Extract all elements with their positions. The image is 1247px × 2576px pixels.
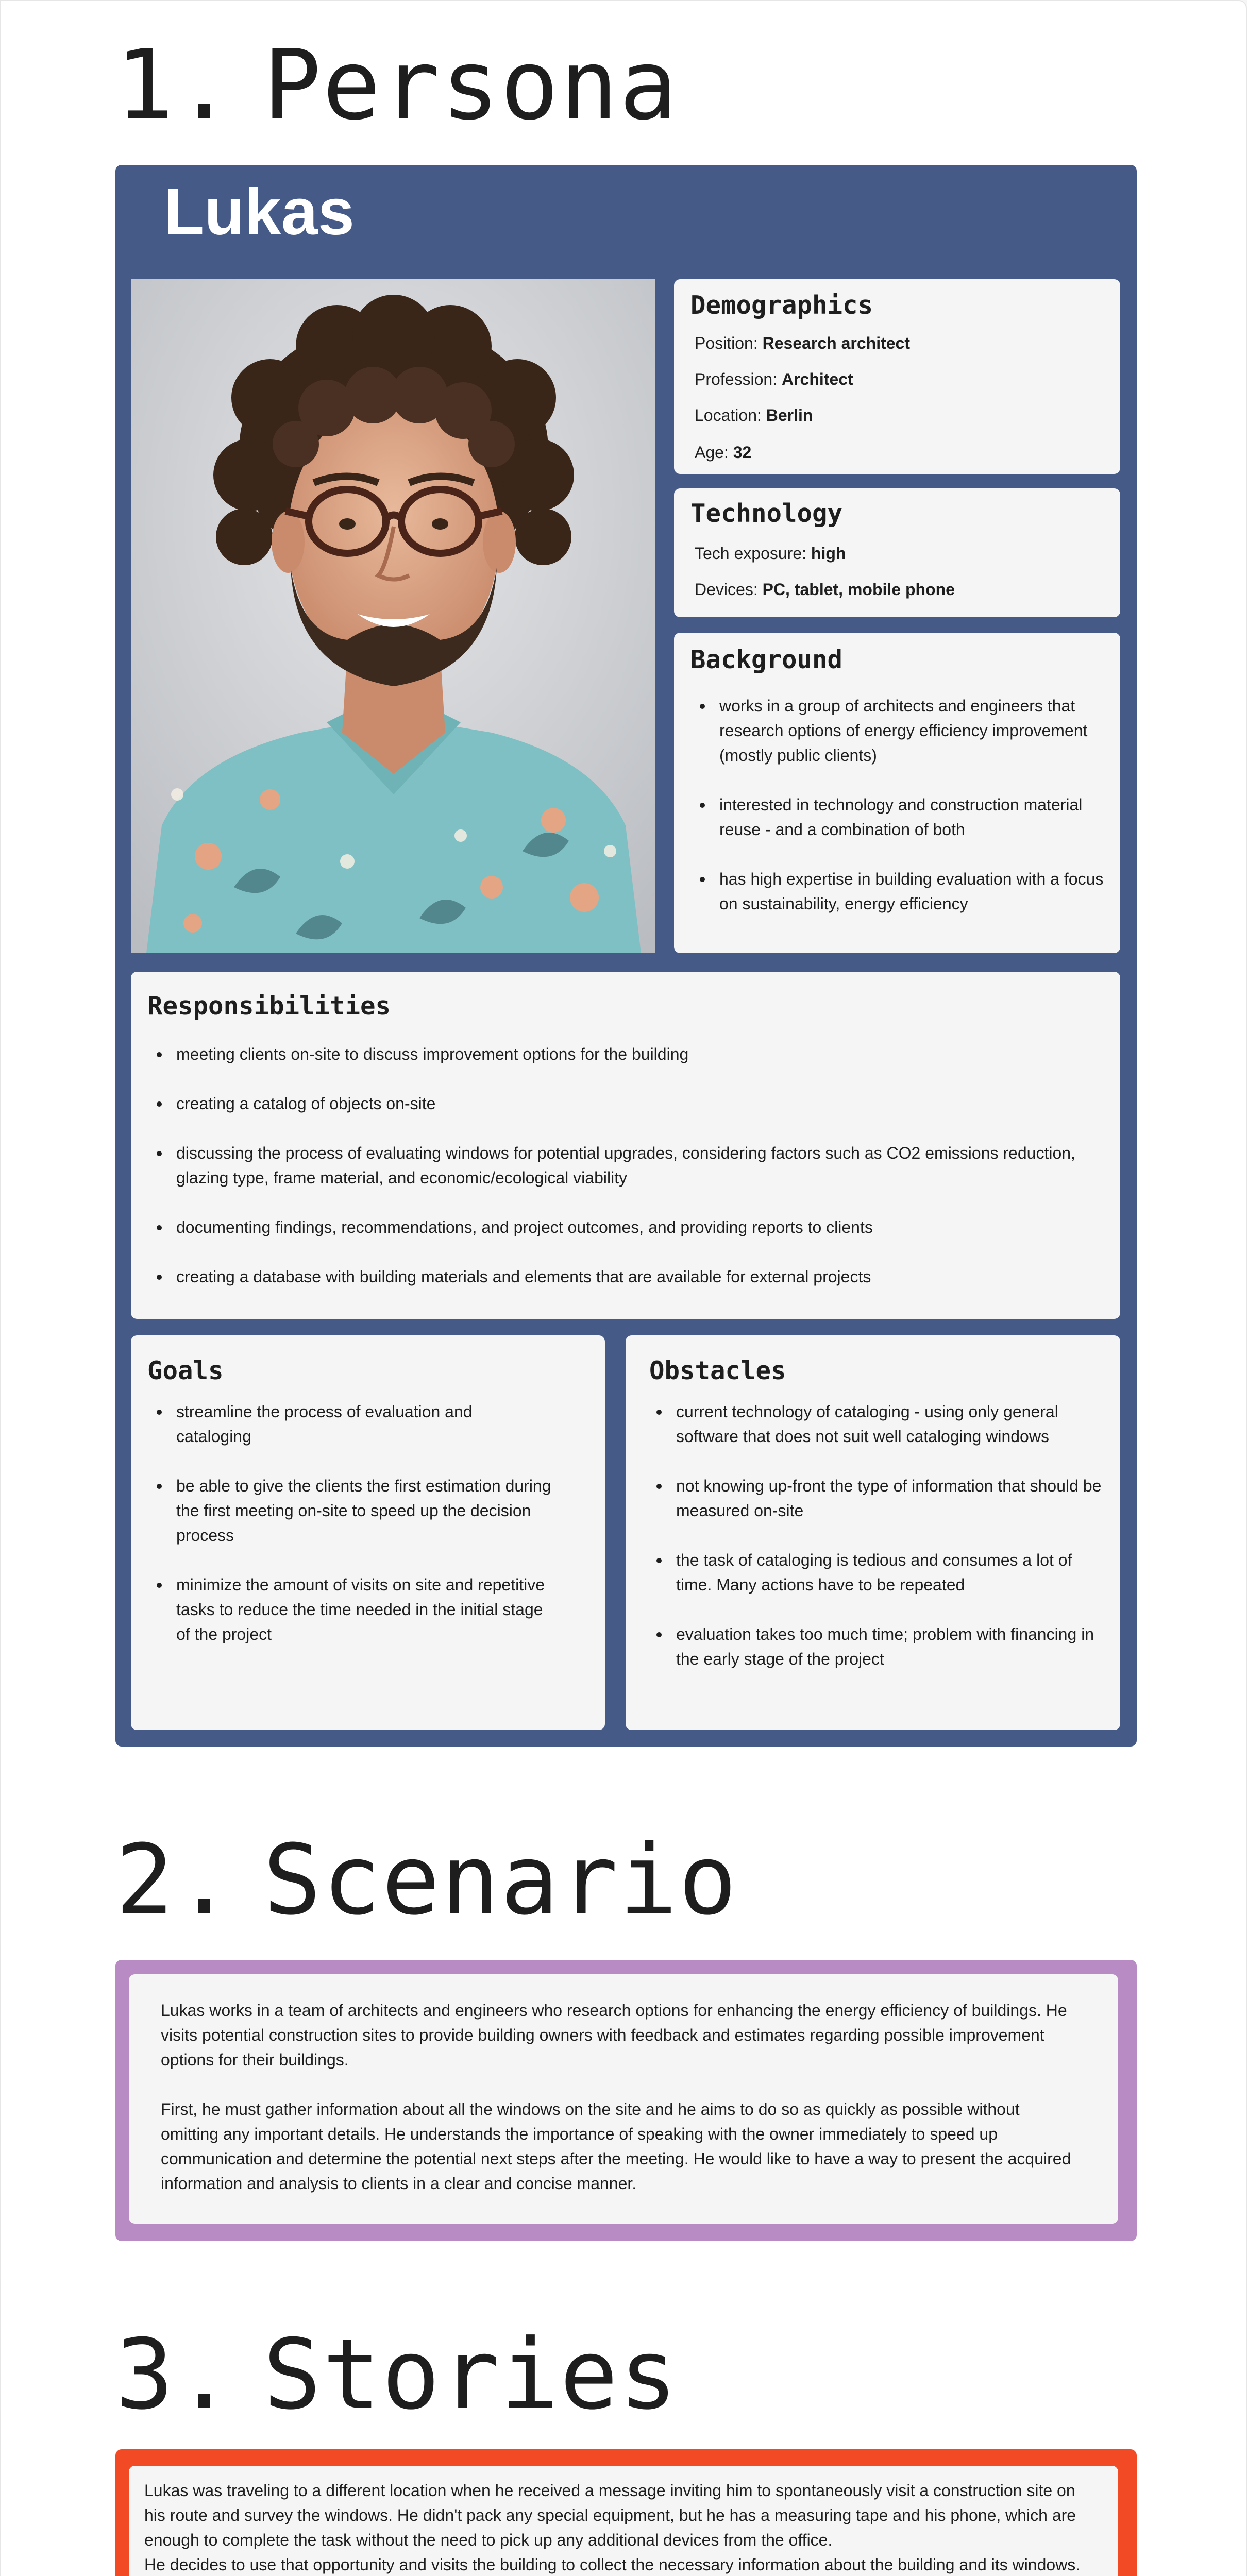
list-item: discussing the process of evaluating windows for potential upgrades, considering factors such as CO2 emissions reduction, glazing type, frame material, and economic/ecological viability xyxy=(149,1141,1103,1190)
list-item: creating a database with building materials and elements that are available for external projects xyxy=(149,1264,1103,1289)
obstacles-title: Obstacles xyxy=(649,1356,786,1385)
persona-heading xyxy=(115,29,679,142)
location-value: Berlin xyxy=(766,406,813,425)
persona-name: Lukas xyxy=(164,175,355,249)
persona-heading-text: Persona xyxy=(263,29,679,142)
exposure-label: Tech exposure: xyxy=(695,544,807,563)
persona-heading-number: 1. xyxy=(115,29,234,142)
list-item: has high expertise in building evaluation with a focus on sustainability, energy efficiency xyxy=(693,867,1105,916)
scenario-card xyxy=(129,1974,1118,2224)
demographics-profession xyxy=(695,367,853,392)
list-item: evaluation takes too much time; problem with financing in the early stage of the project xyxy=(649,1622,1103,1671)
demographics-age xyxy=(695,440,751,465)
list-item: streamline the process of evaluation and cataloging xyxy=(149,1399,551,1449)
stories-heading xyxy=(115,2318,679,2431)
technology-title: Technology xyxy=(690,499,843,528)
background-card xyxy=(674,633,1120,953)
story-1-text: Lukas was traveling to a different location when he received a message inviting him to spontaneously visit a construction site on his route and survey the windows. He didn't pack any special equipment, but he has a measuring tape and his phone, which are enough to complete the task without the need to pick up any additional devices from the office. xyxy=(144,2481,1076,2549)
demographics-title: Demographics xyxy=(690,291,873,320)
demographics-card xyxy=(674,279,1120,474)
technology-devices xyxy=(695,577,955,602)
demographics-location xyxy=(695,403,813,428)
story-card-1 xyxy=(129,2466,1118,2576)
technology-exposure xyxy=(695,541,846,566)
goals-card xyxy=(131,1335,605,1730)
responsibilities-list xyxy=(149,1042,1103,1289)
devices-value: PC, tablet, mobile phone xyxy=(762,580,955,599)
devices-label: Devices: xyxy=(695,580,758,599)
persona-photo xyxy=(131,279,655,953)
location-label: Location: xyxy=(695,406,762,425)
list-item: creating a catalog of objects on-site xyxy=(149,1091,1103,1116)
list-item: interested in technology and construction material reuse - and a combination of both xyxy=(693,792,1105,842)
scenario-heading-text: Scenario xyxy=(263,1824,738,1937)
stories-heading-text: Stories xyxy=(263,2318,679,2431)
background-list xyxy=(693,693,1105,916)
scenario-heading xyxy=(115,1824,738,1937)
scenario-paragraph-2: First, he must gather information about all the windows on the site and he aims to do so as quickly as possible without omitting any important details. He understands the importance of speaking with the owner immediately to speed up communication and determine the potential next steps after the meeting. He would like to have a way to present the acquired information and analysis to clients in a clear and concise manner. xyxy=(161,2100,1071,2193)
list-item: not knowing up-front the type of information that should be measured on-site xyxy=(649,1473,1103,1523)
list-item: be able to give the clients the first estimation during the first meeting on-site to speed up the decision process xyxy=(149,1473,551,1548)
age-label: Age: xyxy=(695,443,729,462)
obstacles-card xyxy=(626,1335,1120,1730)
list-item: documenting findings, recommendations, and project outcomes, and providing reports to clients xyxy=(149,1215,1103,1240)
story-1-text-2: He decides to use that opportunity and visits the building to collect the necessary information about the building and its windows. xyxy=(144,2555,1081,2574)
profession-value: Architect xyxy=(781,370,853,388)
responsibilities-card xyxy=(131,972,1120,1319)
portrait-illustration xyxy=(131,279,655,953)
responsibilities-title: Responsibilities xyxy=(147,991,391,1021)
exposure-value: high xyxy=(811,544,846,563)
scenario-heading-number: 2. xyxy=(115,1824,234,1937)
position-value: Research architect xyxy=(762,334,910,352)
position-label: Position: xyxy=(695,334,758,352)
list-item: meeting clients on-site to discuss improvement options for the building xyxy=(149,1042,1103,1066)
goals-title: Goals xyxy=(147,1356,224,1385)
scenario-paragraph-1: Lukas works in a team of architects and engineers who research options for enhancing the energy efficiency of buildings. He visits potential construction sites to provide building owners with feedback and estimates regarding possible improvement options for their buildings. xyxy=(161,2001,1067,2069)
demographics-position xyxy=(695,331,910,355)
list-item: the task of cataloging is tedious and consumes a lot of time. Many actions have to be repeated xyxy=(649,1548,1103,1597)
technology-card xyxy=(674,488,1120,617)
obstacles-list xyxy=(649,1399,1103,1671)
list-item: minimize the amount of visits on site and repetitive tasks to reduce the time needed in the initial stage of the project xyxy=(149,1572,551,1647)
list-item: current technology of cataloging - using only general software that does not suit well cataloging windows xyxy=(649,1399,1103,1449)
list-item: works in a group of architects and engineers that research options of energy efficiency improvement (mostly public clients) xyxy=(693,693,1105,768)
goals-list xyxy=(149,1399,551,1647)
stories-heading-number: 3. xyxy=(115,2318,234,2431)
background-title: Background xyxy=(690,645,843,674)
age-value: 32 xyxy=(733,443,752,462)
profession-label: Profession: xyxy=(695,370,778,388)
